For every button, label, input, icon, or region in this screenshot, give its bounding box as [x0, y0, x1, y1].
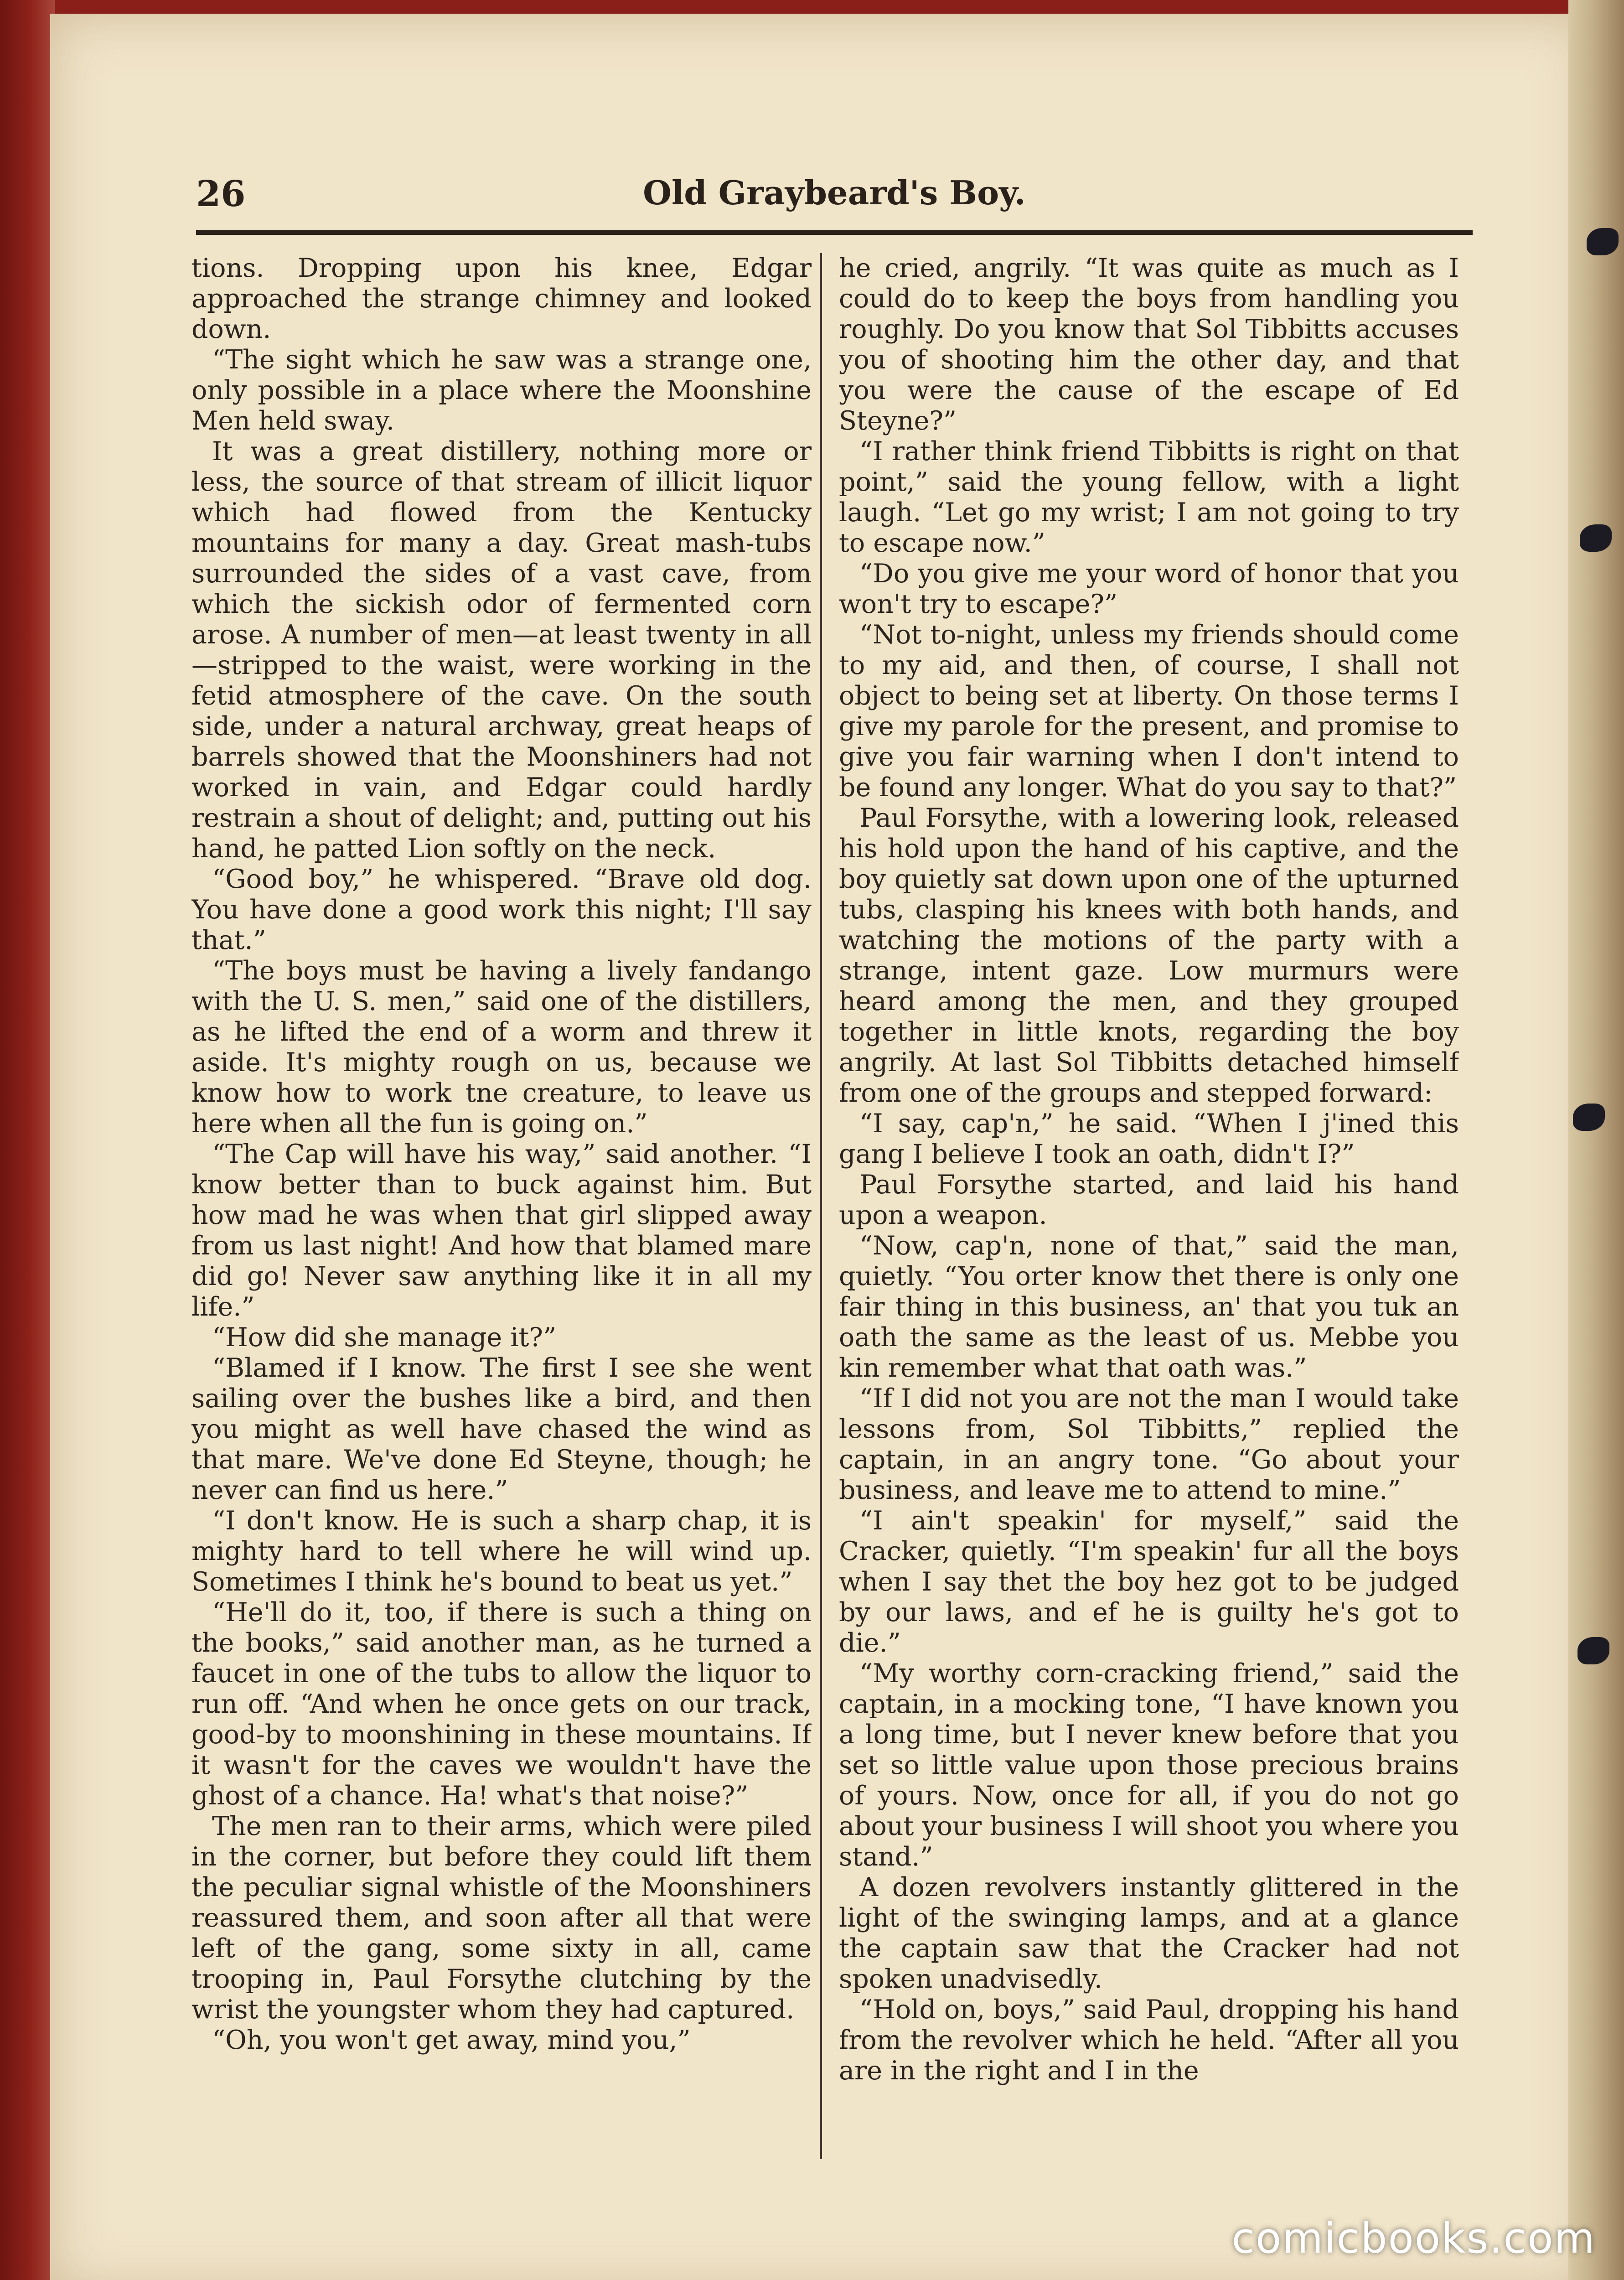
- page-spine: [1568, 0, 1624, 2280]
- paragraph: “Do you give me your word of honor that you won't try to escape?”: [839, 559, 1459, 619]
- paragraph: Paul Forsythe, with a lowering look, released his hold upon the hand of his captive, and the boy quietly sat down upon one of the upturned tubs, clasping his knees with both hands, and watching the motions of the party with a strange, intent gaze. Low murmurs were heard among the men, and they grouped together in little knots, regarding the boy angrily. At last Sol Tibbitts detached himself from one of the groups and stepped forward:: [839, 803, 1459, 1108]
- page-number: 26: [196, 173, 246, 215]
- binding-stitch: [1587, 228, 1619, 255]
- running-head: [196, 169, 1473, 223]
- paragraph: “The boys must be having a lively fandango with the U. S. men,” said one of the distillers, as he lifted the end of a worm and threw it aside. It's mighty rough on us, because we know how to work tne creature, to leave us here when all the fun is going on.”: [191, 956, 812, 1139]
- paragraph: “Oh, you won't get away, mind you,”: [212, 2025, 691, 2055]
- binding-stitch: [1580, 524, 1612, 552]
- paragraph: “The Cap will have his way,” said another. “I know better than to buck against him. But how mad he was when that girl slipped away from us last night! And how that blamed mare did go! Never saw anything like it in all my life.”: [191, 1139, 812, 1322]
- paragraph: “He'll do it, too, if there is such a thing on the books,” said another man, as he turned a faucet in one of the tubs to allow the liquor to run off. “And when he once gets on our track, good-by to moonshining in these mountains. If it wasn't for the caves we wouldn't have the ghost of a chance. Ha! what's that noise?”: [191, 1597, 812, 1811]
- paragraph: “Good boy,” he whispered. “Brave old dog. You have done a good work this night; I'll say that.”: [191, 864, 812, 955]
- binding-stitch: [1573, 1104, 1605, 1131]
- paragraph: “Hold on, boys,” said Paul, dropping his hand from the revolver which he held. “After all you are in the right and I in the: [839, 1995, 1459, 2086]
- right-column: [839, 253, 1459, 2159]
- paragraph: “Blamed if I know. The first I see she went sailing over the bushes like a bird, and then you might as well have chased the wind as that mare. We've done Ed Steyne, though; he never can find us here.”: [191, 1353, 812, 1505]
- site-watermark: comicbooks.com: [1231, 2214, 1596, 2263]
- left-column: [191, 253, 812, 2159]
- paragraph: A dozen revolvers instantly glittered in the light of the swinging lamps, and at a glance the captain saw that the Cracker had not spoken unadvisedly.: [839, 1872, 1459, 1994]
- paragraph: “I don't know. He is such a sharp chap, it is mighty hard to tell where he will wind up. Sometimes I think he's bound to beat us yet.”: [191, 1506, 812, 1597]
- paragraph: Paul Forsythe started, and laid his hand upon a weapon.: [839, 1170, 1459, 1230]
- paragraph: “Now, cap'n, none of that,” said the man, quietly. “You orter know thet there is only one fair thing in this business, an' that you tuk an oath the same as the least of us. Mebbe you kin remember what that oath was.”: [839, 1231, 1459, 1383]
- paragraph: “How did she manage it?”: [212, 1322, 557, 1352]
- paragraph: “Not to-night, unless my friends should come to my aid, and then, of course, I shall not object to being set at liberty. On those terms I give my parole for the present, and promise to give you fair warning when I don't intend to be found any longer. What do you say to that?”: [839, 620, 1459, 803]
- paragraph: “If I did not you are not the man I would take lessons from, Sol Tibbitts,” replied the captain, in an angry tone. “Go about your business, and leave me to attend to mine.”: [839, 1384, 1459, 1505]
- paragraph: “I rather think friend Tibbitts is right on that point,” said the young fellow, with a light laugh. “Let go my wrist; I am not going to try to escape now.”: [839, 436, 1459, 558]
- cover-edge: [0, 0, 55, 2280]
- paragraph: The men ran to their arms, which were piled in the corner, but before they could lift them the peculiar signal whistle of the Moonshiners reassured them, and soon after all that were left of the gang, some sixty in all, came trooping in, Paul Forsythe clutching by the wrist the youngster whom they had captured.: [191, 1811, 812, 2025]
- paragraph: “The sight which he saw was a strange one, only possible in a place where the Moonshine Men held sway.: [191, 345, 812, 436]
- paragraph: “My worthy corn-cracking friend,” said the captain, in a mocking tone, “I have known you a long time, but I never knew before that you set so little value upon those precious brains of yours. Now, once for all, if you do not go about your business I will shoot you where you stand.”: [839, 1658, 1459, 1872]
- paragraph: he cried, angrily. “It was quite as much as I could do to keep the boys from handling you roughly. Do you know that Sol Tibbitts accuses you of shooting him the other day, and that you were the cause of the escape of Ed Steyne?”: [839, 253, 1459, 436]
- paragraph: “I say, cap'n,” he said. “When I j'ined this gang I believe I took an oath, didn't I?”: [839, 1109, 1459, 1169]
- header-rule: [196, 230, 1473, 235]
- running-title: Old Graybeard's Boy.: [643, 173, 1026, 212]
- binding-stitch: [1577, 1637, 1609, 1664]
- paragraph: “I ain't speakin' for myself,” said the Cracker, quietly. “I'm speakin' fur all the boys when I say thet the boy hez got to be judged by our laws, and ef he is guilty he's got to die.”: [839, 1506, 1459, 1658]
- paragraph: tions. Dropping upon his knee, Edgar approached the strange chimney and looked down.: [191, 253, 812, 344]
- paragraph: It was a great distillery, nothing more or less, the source of that stream of illicit liquor which had flowed from the Kentucky mountains for many a day. Great mash-tubs surrounded the sides of a vast cave, from which the sickish odor of fermented corn arose. A number of men—at least twenty in all—stripped to the waist, were working in the fetid atmosphere of the cave. On the south side, under a natural archway, great heaps of barrels showed that the Moonshiners had not worked in vain, and Edgar could hardly restrain a shout of delight; and, putting out his hand, he patted Lion softly on the neck.: [191, 436, 812, 864]
- column-divider: [820, 253, 822, 2159]
